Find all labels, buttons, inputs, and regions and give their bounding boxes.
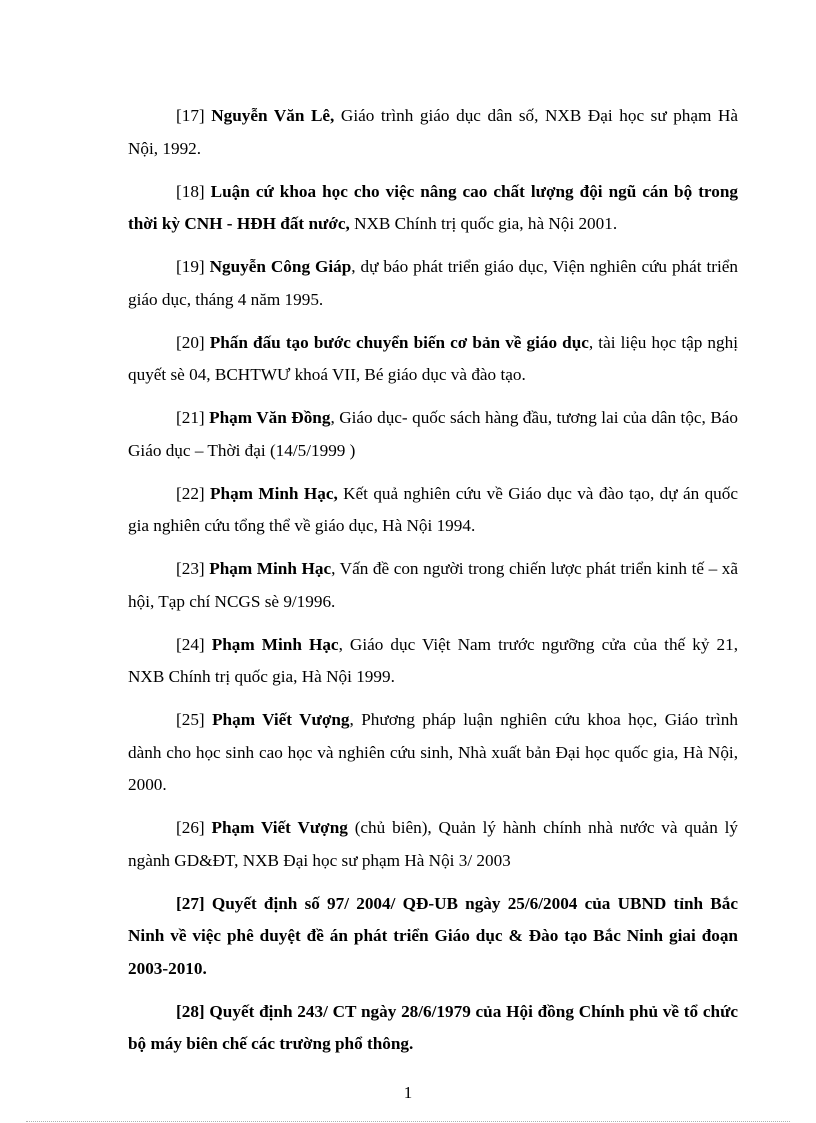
reference-author: Phạm Viết Vượng (211, 818, 348, 837)
reference-item (128, 996, 738, 1061)
reference-author: Phạm Minh Hạc (209, 559, 332, 578)
reference-author: Luận cứ khoa học cho việc nâng cao chất lượng đội ngũ cán bộ trong thời kỳ CNH - HĐH đất nước, (128, 181, 738, 233)
reference-details: , Vấn đề con người trong chiến lược phát triển kinh tế – xã hội, Tạp chí NCGS sè 9/1996. (128, 559, 738, 611)
reference-author: Phạm Minh Hạc, (210, 483, 338, 503)
reference-title: Quyết định số 97/ 2004/ QĐ-UB ngày 25/6/2004 của UBND tỉnh Bắc Ninh về việc phê duyệt đề án phát triển Giáo dục & Đào tạo Bắc Ninh giai đoạn 2003-2010. (128, 893, 738, 978)
reference-number: [20] (176, 332, 205, 352)
reference-number: [23] (176, 559, 205, 578)
reference-details: , Phương pháp luận nghiên cứu khoa học, Giáo trình dành cho học sinh cao học và nghiên cứu sinh, Nhà xuất bản Đại học quốc gia, Hà Nội, 2000. (128, 710, 738, 794)
reference-details: Kết quả nghiên cứu về Giáo dục và đào tạo, dự án quốc gia nghiên cứu tổng thể về giáo dục, Hà Nội 1994. (128, 483, 738, 535)
reference-item (128, 888, 738, 986)
reference-number: [17] (176, 106, 205, 125)
reference-item (128, 629, 738, 694)
reference-details: , Giáo dục- quốc sách hàng đầu, tương lai của dân tộc, Báo Giáo dục – Thời đại (14/5/1999 ) (128, 408, 739, 460)
reference-details: , tài liệu học tập nghị quyết sè 04, BCHTWƯ khoá VII, Bé giáo dục và đào tạo. (128, 332, 738, 384)
reference-number: [24] (176, 634, 205, 654)
reference-number: [19] (176, 257, 205, 276)
reference-item (128, 176, 738, 241)
reference-item (128, 553, 738, 618)
reference-item (128, 251, 738, 316)
reference-item (128, 402, 738, 467)
reference-list (128, 100, 738, 1071)
reference-number: [25] (176, 710, 205, 729)
reference-details: (chủ biên), Quản lý hành chính nhà nước và quản lý ngành GD&ĐT, NXB Đại học sư phạm Hà Nội 3/ 2003 (128, 818, 739, 870)
reference-author: Nguyễn Văn Lê, (211, 106, 335, 125)
page-footer-divider (26, 1121, 790, 1122)
reference-number: [28] (176, 1001, 205, 1021)
reference-author: Nguyễn Công Giáp (209, 257, 352, 276)
reference-author: Phấn đấu tạo bước chuyển biến cơ bản về giáo dục (209, 332, 589, 352)
reference-item (128, 812, 738, 877)
reference-item (128, 100, 738, 165)
reference-details: Giáo trình giáo dục dân số, NXB Đại học sư phạm Hà Nội, 1992. (128, 106, 739, 158)
reference-number: [21] (176, 408, 205, 427)
reference-author: Phạm Viết Vượng (212, 710, 350, 729)
reference-title: Quyết định 243/ CT ngày 28/6/1979 của Hội đồng Chính phủ về tổ chức bộ máy biên chế các trường phổ thông. (128, 1001, 739, 1053)
reference-number: [27] (176, 893, 205, 913)
reference-author: Phạm Văn Đồng (209, 408, 331, 427)
reference-details: , Giáo dục Việt Nam trước ngưỡng cửa của thế kỷ 21, NXB Chính trị quốc gia, Hà Nội 1999. (128, 634, 738, 686)
reference-number: [26] (176, 818, 205, 837)
reference-details: , dự báo phát triển giáo dục, Viện nghiên cứu phát triển giáo dục, tháng 4 năm 1995. (128, 257, 738, 309)
reference-number: [18] (176, 181, 205, 201)
reference-author: Phạm Minh Hạc (211, 634, 339, 654)
reference-number: [22] (176, 483, 205, 503)
reference-details: NXB Chính trị quốc gia, hà Nội 2001. (349, 214, 618, 233)
page-number: 1 (403, 1083, 413, 1102)
reference-item (128, 478, 738, 543)
reference-item (128, 327, 738, 392)
reference-item (128, 704, 738, 802)
